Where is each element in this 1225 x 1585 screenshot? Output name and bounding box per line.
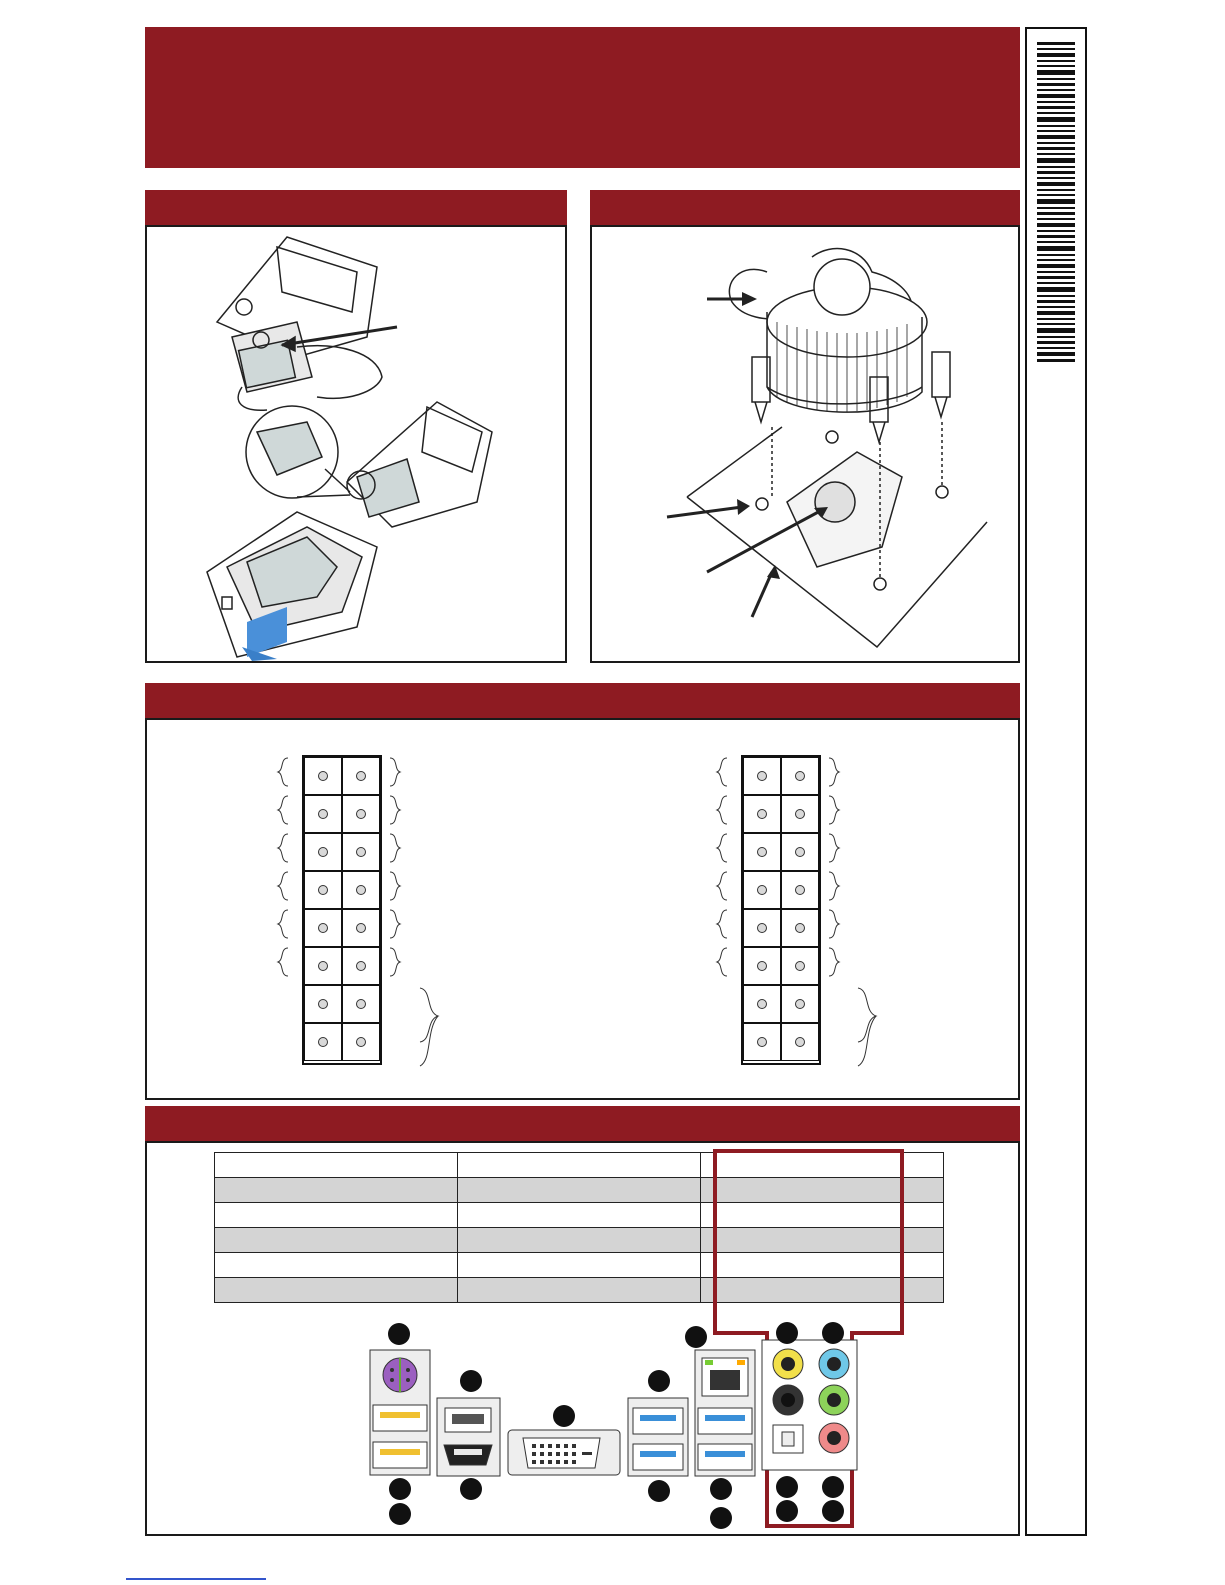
- table-cell: [215, 1278, 458, 1303]
- table-cell: [458, 1253, 701, 1278]
- callout-dot: [553, 1405, 575, 1427]
- callout-dot: [776, 1322, 798, 1344]
- table-cell: [458, 1203, 701, 1228]
- table-cell: [215, 1253, 458, 1278]
- callout-dot: [685, 1326, 707, 1348]
- heatsink-illustration: [592, 227, 1018, 661]
- table-cell: [215, 1178, 458, 1203]
- cpu-install-header: [145, 190, 567, 226]
- pin-brace-marks: [260, 750, 900, 1070]
- back-io-ports: [360, 1320, 870, 1530]
- callout-dot: [776, 1476, 798, 1498]
- table-cell: [215, 1203, 458, 1228]
- callout-dot: [822, 1322, 844, 1344]
- table-cell: [458, 1153, 701, 1178]
- callout-dot: [822, 1476, 844, 1498]
- callout-dot: [710, 1478, 732, 1500]
- callout-dot: [388, 1323, 410, 1345]
- table-cell: [215, 1228, 458, 1253]
- callout-dot: [389, 1478, 411, 1500]
- callout-dot: [776, 1500, 798, 1522]
- callout-dot: [648, 1370, 670, 1392]
- footer-link-underline: [126, 1578, 266, 1580]
- table-cell: [458, 1228, 701, 1253]
- callout-dot: [710, 1507, 732, 1529]
- callout-dot: [460, 1370, 482, 1392]
- table-cell: [215, 1153, 458, 1178]
- back-panel-header: [145, 1106, 1020, 1142]
- callout-dot: [389, 1503, 411, 1525]
- callout-dot: [460, 1478, 482, 1500]
- callout-dot: [648, 1480, 670, 1502]
- cpu-install-illustration: [147, 227, 565, 661]
- barcode-icon: [1037, 42, 1075, 362]
- callout-dot: [822, 1500, 844, 1522]
- table-cell: [458, 1178, 701, 1203]
- heatsink-install-panel: [590, 225, 1020, 663]
- front-panel-header: [145, 683, 1020, 719]
- title-banner: [145, 27, 1020, 168]
- table-cell: [458, 1278, 701, 1303]
- cpu-install-panel: [145, 225, 567, 663]
- heatsink-install-header: [590, 190, 1020, 226]
